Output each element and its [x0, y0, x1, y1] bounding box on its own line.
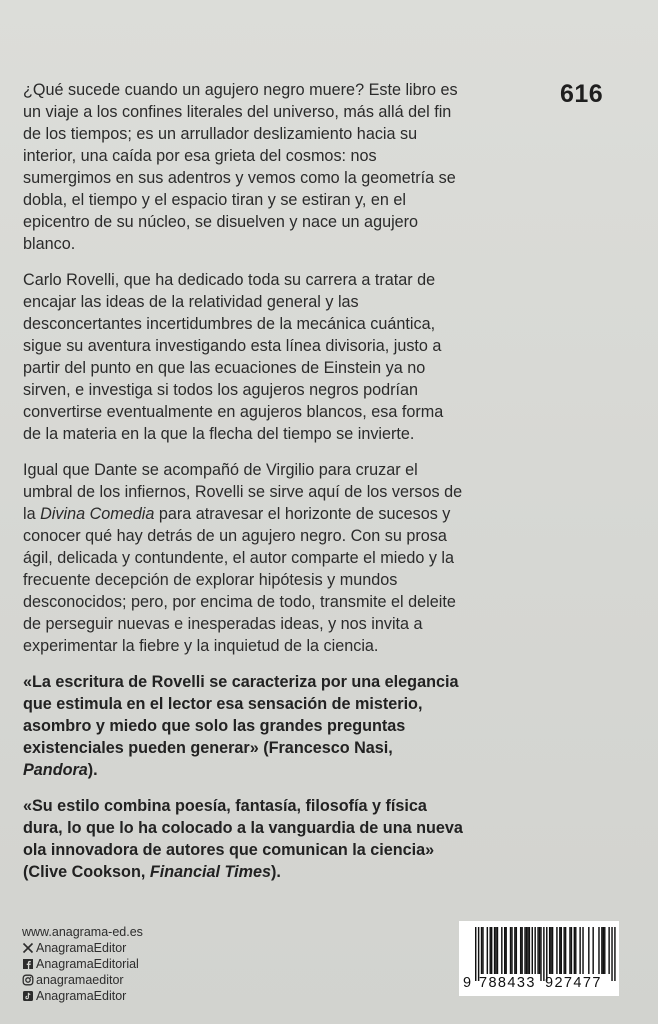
quote-cookson-attribution: (Clive Cookson, — [23, 863, 150, 881]
quote-nasi — [23, 671, 463, 781]
barcode-bar — [481, 927, 482, 974]
paragraph-3 — [23, 459, 463, 657]
barcode-bar — [571, 927, 572, 974]
barcode-bar — [588, 927, 589, 974]
barcode-bar — [537, 927, 538, 974]
divina-comedia-title: Divina Comedia — [40, 505, 155, 523]
x-handle[interactable]: AnagramaEditor — [36, 941, 127, 955]
barcode-bar — [495, 927, 496, 974]
quote-cookson-text: «Su estilo combina poesía, fantasía, filosofía y física dura, lo que lo ha colocado a la vanguardia de una nueva ola innovadora de autores que comunican la ciencia» — [23, 797, 463, 859]
paragraph-1: ¿Qué sucede cuando un agujero negro muere? Este libro es un viaje a los confines literales del universo, más allá del fin de los tiempos; es un arrullador deslizamiento hacia su interior, una caída por esa grieta del cosmos: nos sumergimos en sus adentros y vemos como la geometría se dobla, el tiempo y el espacio tiran y se estiran y, en el epicentro de su núcleo, se disuelven y nace un agujero blanco. — [23, 81, 458, 253]
barcode-bar — [574, 927, 575, 974]
barcode-bar — [478, 927, 479, 981]
publisher-footer — [22, 924, 143, 1004]
barcode-bar — [510, 927, 511, 974]
barcode-first-digit: 9 — [463, 975, 472, 991]
isbn-barcode — [459, 921, 619, 996]
barcode-bar — [511, 927, 512, 974]
quote-cookson — [23, 795, 463, 883]
tiktok-icon — [22, 990, 34, 1002]
barcode-bar — [490, 927, 491, 974]
facebook-handle[interactable]: AnagramaEditorial — [36, 957, 139, 971]
website-row[interactable] — [22, 924, 143, 940]
barcode-bar — [516, 927, 517, 974]
barcode-bar — [563, 927, 564, 974]
barcode-bar — [546, 927, 547, 981]
barcode-bar — [556, 927, 557, 974]
barcode-bar — [532, 927, 533, 974]
barcode-bar — [604, 927, 605, 974]
barcode-bar — [524, 927, 525, 974]
barcode-bar — [501, 927, 502, 974]
barcode-bar — [598, 927, 599, 974]
barcode-bar — [603, 927, 604, 974]
quote-nasi-text: «La escritura de Rovelli se caracteriza por una elegancia que estimula en el lector esa sensación de misterio, asombro y miedo que solo las grandes preguntas existenciales pueden generar» — [23, 673, 459, 757]
barcode-bar — [521, 927, 522, 974]
barcode-bar — [552, 927, 553, 974]
barcode-bar — [569, 927, 570, 974]
barcode-bar — [540, 927, 541, 981]
barcode-bar — [614, 927, 615, 981]
facebook-icon — [22, 958, 34, 970]
barcode-bar — [514, 927, 515, 974]
barcode-bar — [497, 927, 498, 974]
barcode-bar — [601, 927, 602, 974]
quote-nasi-source: Pandora — [23, 761, 88, 779]
barcode-bar — [582, 927, 583, 974]
instagram-icon — [22, 974, 34, 986]
quote-nasi-close: ). — [87, 761, 98, 779]
barcode-bar — [592, 927, 593, 974]
quote-cookson-source: Financial Times — [149, 863, 271, 881]
barcode-bar — [565, 927, 566, 974]
barcode-bar — [559, 927, 560, 974]
barcode-group-1: 788433 — [479, 975, 536, 991]
barcode-group-2: 927477 — [545, 975, 602, 991]
barcode-bar — [575, 927, 576, 974]
barcode-bar — [529, 927, 530, 974]
barcode-bar — [579, 927, 580, 974]
paragraph-2: Carlo Rovelli, que ha dedicado toda su carrera a tratar de encajar las ideas de la relatividad general y las desconcertantes incertidumbres de la mecánica cuántica, sigue su aventura investigando esta línea divisoria, justo a partir del punto en que las ecuaciones de Einstein ya no sirven, e investiga si todos los agujeros negros podrían convertirse eventualmente en agujeros blancos, esa forma de la materia en la que la flecha del tiempo se invierte. — [23, 271, 444, 443]
barcode-bar — [527, 927, 528, 974]
barcode-bar — [549, 927, 550, 974]
barcode-bar — [611, 927, 612, 981]
paragraph-3-before: Igual que Dante se acompañó de Virgilio para cruzar el umbral de los infiernos, Rovelli se sirve aquí de los versos de la — [23, 461, 463, 523]
quote-cookson-close: ). — [270, 863, 281, 881]
barcode-bar — [504, 927, 505, 974]
website-link[interactable]: www.anagrama-ed.es — [22, 925, 143, 939]
barcode-bar — [543, 927, 544, 981]
instagram-handle[interactable]: anagramaeditor — [36, 973, 124, 987]
barcode-bar — [608, 927, 609, 974]
quote-nasi-attribution: (Francesco Nasi, — [258, 739, 393, 757]
x-logo-icon — [22, 942, 34, 954]
collection-number: 616 — [560, 80, 604, 108]
blurb — [23, 79, 463, 897]
barcode-bar — [520, 927, 521, 974]
barcode-digits — [459, 975, 619, 993]
barcode-bar — [561, 927, 562, 974]
barcode-bar — [526, 927, 527, 974]
barcode-bar — [534, 927, 535, 974]
barcode-bar — [482, 927, 483, 974]
paragraph-3-after: para atravesar el horizonte de sucesos y conocer qué hay detrás de un agujero negro. Con su prosa ágil, delicada y contundente, el autor comparte el miedo y la frecuente decepción de explorar hipótesis y mundos desconocidos; pero, por encima de todo, transmite el deleite de perseguir nuevas e inesperadas ideas, y nos invita a experimentar la fiebre y la inquietud de la ciencia. — [23, 505, 456, 655]
instagram-row[interactable] — [22, 972, 143, 988]
barcode-bar — [475, 927, 476, 981]
facebook-row[interactable] — [22, 956, 143, 972]
barcode-bar — [491, 927, 492, 974]
x-row[interactable] — [22, 940, 143, 956]
tiktok-row[interactable] — [22, 988, 143, 1004]
barcode-bar — [494, 927, 495, 974]
tiktok-handle[interactable]: AnagramaEditor — [36, 989, 127, 1003]
barcode-bar — [539, 927, 540, 974]
barcode-bar — [487, 927, 488, 974]
barcode-bar — [550, 927, 551, 974]
barcode-bar — [505, 927, 506, 974]
